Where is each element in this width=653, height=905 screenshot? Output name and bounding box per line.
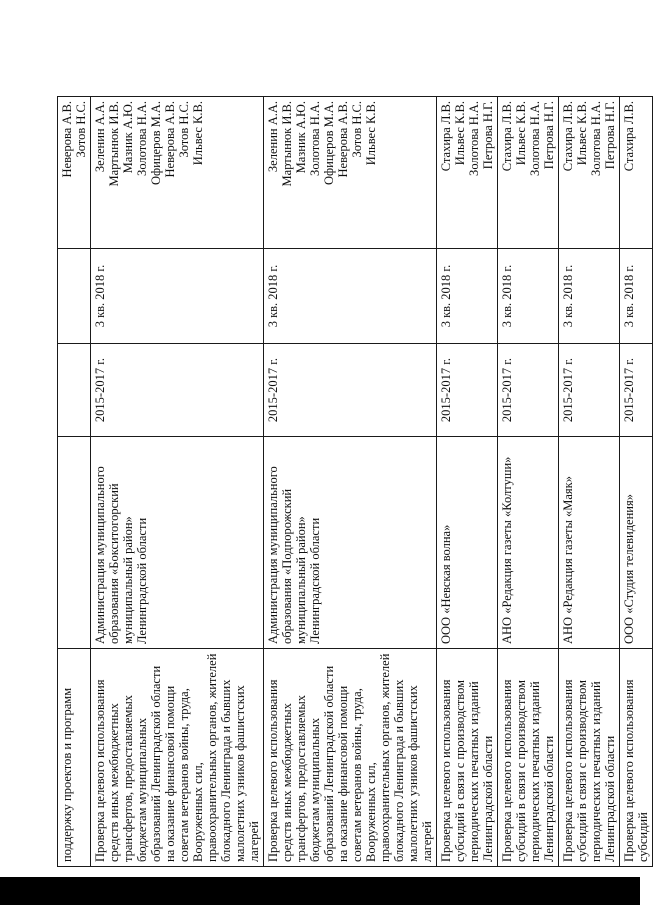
cell-subject: Проверка целевого использования субсидий	[620, 649, 653, 867]
cell-term: 3 кв. 2018 г.	[559, 249, 620, 344]
cell-object	[58, 437, 91, 649]
cell-term: 3 кв. 2018 г.	[264, 249, 437, 344]
cell-object: АНО «Редакция газеты «Маяк»	[559, 437, 620, 649]
cell-staff: Зеленин А.А. Мартынюк И.В. Мазник А.Ю. Золотова Н.А. Офицеров М.А. Неверова А.В. Зотов Н.С. Ильвес К.В.	[264, 97, 437, 249]
cell-term: 3 кв. 2018 г.	[437, 249, 498, 344]
cell-object: Администрация муниципального образования «Бокситогорский муниципальный район» Ленинградской области	[91, 437, 264, 649]
cell-period: 2015-2017 г.	[559, 344, 620, 437]
cell-term: 3 кв. 2018 г.	[91, 249, 264, 344]
cell-subject: Проверка целевого использования субсидий в связи с производством периодических печатных изданий Ленинградской области	[437, 649, 498, 867]
cell-object: Администрация муниципального образования «Подпорожский муниципальный район» Ленинградской области	[264, 437, 437, 649]
cell-staff: Зеленин А.А. Мартынюк И.В. Мазник А.Ю. Золотова Н.А. Офицеров М.А. Неверова А.В. Зотов Н.С. Ильвес К.В.	[91, 97, 264, 249]
cell-subject: Проверка целевого использования субсидий в связи с производством периодических печатных изданий Ленинградской области	[559, 649, 620, 867]
cell-term	[58, 249, 91, 344]
cell-period: 2015-2017 г.	[498, 344, 559, 437]
cell-staff: Неверова А.В. Зотов Н.С.	[58, 97, 91, 249]
cell-object: ООО «Невская волна»	[437, 437, 498, 649]
cell-staff: Стахира Л.В. Ильвес К.В. Золотова Н.А. Петрова Н.Г.	[437, 97, 498, 249]
cell-staff: Стахира Л.В.	[620, 97, 653, 249]
table-row	[437, 97, 498, 867]
rotated-table-wrapper	[57, 97, 650, 867]
table-row	[58, 97, 91, 867]
cell-subject: поддержку проектов и программ	[58, 649, 91, 867]
table-row	[264, 97, 437, 867]
cell-period: 2015-2017 г.	[620, 344, 653, 437]
cell-period: 2015-2017 г.	[264, 344, 437, 437]
cell-staff: Стахира Л.В. Ильвес К.В. Золотова Н.А. Петрова Н.Г.	[498, 97, 559, 249]
cell-term: 3 кв. 2018 г.	[620, 249, 653, 344]
cell-subject: Проверка целевого использования средств иных межбюджетных трансфертов, предоставляемых бюджетам муниципальных образований Ленинградской области на оказание финансовой помощи советам ветеранов войны, труда, Вооруженных сил, правоохранительных органов, жителей блокадного Ленинграда и бывших малолетних узников фашистских лагерей	[91, 649, 264, 867]
cell-period	[58, 344, 91, 437]
cell-period: 2015-2017 г.	[437, 344, 498, 437]
table-row	[559, 97, 620, 867]
cell-subject: Проверка целевого использования средств иных межбюджетных трансфертов, предоставляемых бюджетам муниципальных образований Ленинградской области на оказание финансовой помощи советам ветеранов войны, труда, Вооруженных сил, правоохранительных органов, жителей блокадного Ленинграда и бывших малолетних узников фашистских лагерей	[264, 649, 437, 867]
table-row	[620, 97, 653, 867]
table-row	[498, 97, 559, 867]
cell-term: 3 кв. 2018 г.	[498, 249, 559, 344]
cell-object: ООО «Студия телевидения»	[620, 437, 653, 649]
cell-object: АНО «Редакция газеты «Колтуши»	[498, 437, 559, 649]
cell-period: 2015-2017 г.	[91, 344, 264, 437]
cell-staff: Стахира Л.В. Ильвес К.В. Золотова Н.А. Петрова Н.Г.	[559, 97, 620, 249]
audit-plan-table	[57, 96, 653, 867]
table-row	[91, 97, 264, 867]
scan-border-bottom	[0, 877, 640, 905]
cell-subject: Проверка целевого использования субсидий в связи с производством периодических печатных изданий Ленинградской области	[498, 649, 559, 867]
